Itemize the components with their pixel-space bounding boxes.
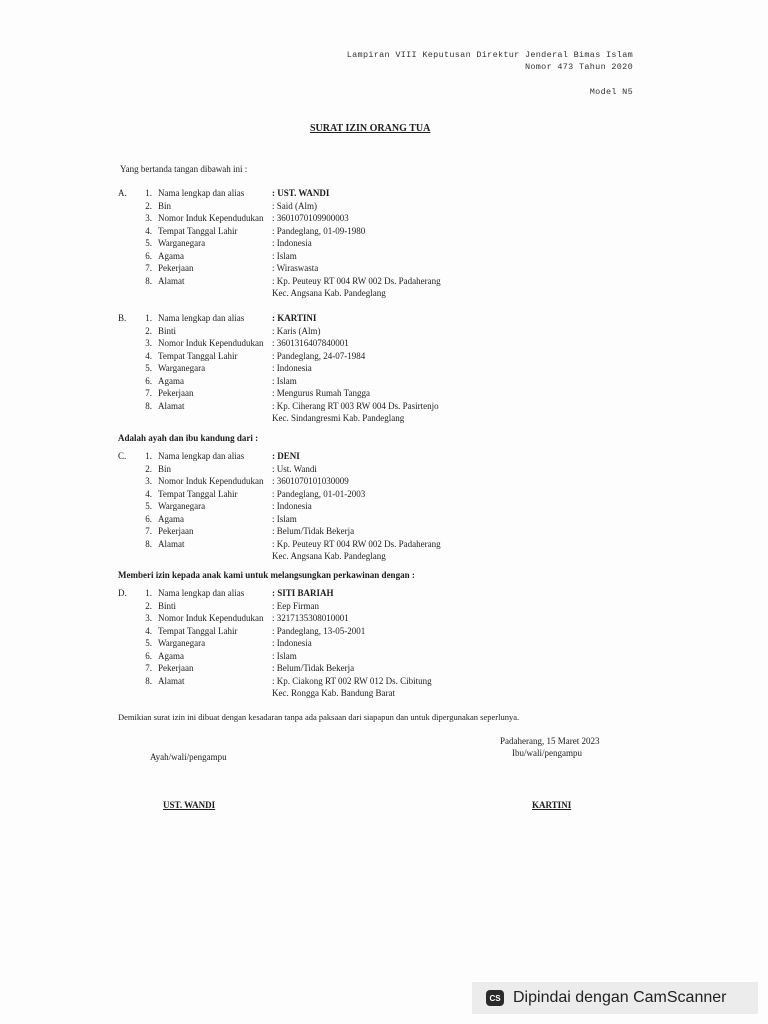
row-number: 1.: [145, 188, 152, 198]
row-number: 7.: [145, 388, 152, 398]
row-label: Pekerjaan: [158, 663, 194, 673]
section-c-row: [0, 500, 768, 513]
section-d-row: [0, 687, 768, 700]
row-number: 2.: [145, 200, 152, 211]
row-label: Warganegara: [158, 238, 206, 248]
row-value: : Ust. Wandi: [272, 463, 317, 474]
row-label: Alamat: [158, 275, 185, 286]
row-label: Tempat Tanggal Lahir: [158, 225, 238, 236]
section-a-row: [0, 275, 768, 288]
row-value: Kec. Rongga Kab. Bandung Barat: [272, 688, 395, 698]
row-label: Tempat Tanggal Lahir: [158, 350, 238, 361]
row-value: : 3601316407840001: [272, 338, 349, 348]
heading-parents: Adalah ayah dan ibu kandung dari :: [118, 433, 259, 443]
row-value: : Indonesia: [272, 501, 312, 511]
row-value: : Islam: [272, 650, 297, 661]
row-value: Kec. Sindangresmi Kab. Pandeglang: [272, 413, 405, 423]
section-d-row: [0, 600, 768, 613]
row-number: 3.: [145, 613, 152, 623]
section-a-row: [0, 250, 768, 263]
section-letter: A.: [118, 188, 127, 198]
section-c-row: [0, 475, 768, 488]
row-value: : Indonesia: [272, 638, 312, 648]
section-a-row: [0, 187, 768, 200]
section-b-row: [0, 387, 768, 400]
section-d-row: [0, 662, 768, 675]
section-a-row: [0, 212, 768, 225]
row-label: Nama lengkap dan alias: [158, 313, 245, 323]
row-label: Tempat Tanggal Lahir: [158, 488, 238, 499]
model-label: Model N5: [589, 87, 633, 97]
section-a-row: [0, 287, 768, 300]
section-letter: D.: [118, 588, 127, 598]
row-label: Agama: [158, 250, 184, 261]
section-c-row: [0, 513, 768, 526]
heading-permission: Memberi izin kepada anak kami untuk melangsungkan perkawinan dengan :: [118, 570, 415, 580]
row-label: Alamat: [158, 675, 185, 686]
section-a-row: [0, 200, 768, 213]
row-label: Warganegara: [158, 638, 206, 648]
father-signature-name: UST. WANDI: [163, 800, 216, 810]
row-label: Agama: [158, 650, 184, 661]
row-number: 8.: [145, 538, 152, 549]
row-number: 1.: [145, 588, 152, 598]
header-line-1: Lampiran VIII Keputusan Direktur Jenderal Bimas Islam: [346, 50, 633, 60]
row-number: 4.: [145, 625, 152, 636]
row-label: Nama lengkap dan alias: [158, 188, 245, 198]
row-value: : Kp. Peuteuy RT 004 RW 002 Ds. Padaherang: [272, 538, 441, 549]
section-d-row: [0, 612, 768, 625]
section-a-row: [0, 237, 768, 250]
section-a-row: [0, 225, 768, 238]
row-value: : Indonesia: [272, 363, 312, 373]
section-c-row: [0, 463, 768, 476]
row-number: 3.: [145, 476, 152, 486]
row-value: : Wiraswasta: [272, 263, 319, 273]
row-label: Bin: [158, 463, 172, 474]
row-number: 5.: [145, 638, 152, 648]
row-number: 7.: [145, 663, 152, 673]
row-label: Agama: [158, 375, 184, 386]
row-number: 6.: [145, 375, 152, 386]
row-label: Pekerjaan: [158, 526, 194, 536]
row-value: : Pandeglang, 01-01-2003: [272, 488, 366, 499]
row-value: : DENI: [272, 451, 300, 461]
closing-statement: Demikian surat izin ini dibuat dengan kesadaran tanpa ada paksaan dari siapapun dan untuk dipergunakan seperlunya.: [118, 712, 520, 722]
section-b-row: [0, 350, 768, 363]
row-number: 6.: [145, 513, 152, 524]
row-value: : Pandeglang, 01-09-1980: [272, 225, 366, 236]
row-number: 7.: [145, 263, 152, 273]
row-number: 1.: [145, 313, 152, 323]
row-label: Nomor Induk Kependudukan: [158, 338, 264, 348]
row-label: Warganegara: [158, 363, 206, 373]
row-number: 8.: [145, 675, 152, 686]
row-label: Pekerjaan: [158, 388, 194, 398]
row-number: 8.: [145, 275, 152, 286]
row-value: : KARTINI: [272, 313, 317, 323]
row-value: : Islam: [272, 250, 297, 261]
camscanner-label: Dipindai dengan CamScanner: [513, 989, 727, 1006]
row-label: Tempat Tanggal Lahir: [158, 625, 238, 636]
row-value: : Pandeglang, 13-05-2001: [272, 625, 366, 636]
mother-signature-name: KARTINI: [532, 800, 572, 810]
section-c-row: [0, 538, 768, 551]
cs-logo-icon: CS: [486, 990, 504, 1006]
row-number: 6.: [145, 650, 152, 661]
row-label: Nama lengkap dan alias: [158, 588, 245, 598]
row-number: 1.: [145, 451, 152, 461]
row-number: 5.: [145, 238, 152, 248]
section-c-row: [0, 450, 768, 463]
row-value: : Islam: [272, 513, 297, 524]
header-line-2: Nomor 473 Tahun 2020: [524, 62, 633, 72]
section-c-row: [0, 525, 768, 538]
row-number: 4.: [145, 350, 152, 361]
section-a-row: [0, 262, 768, 275]
row-value: : Said (Alm): [272, 200, 317, 211]
section-c-row: [0, 550, 768, 563]
row-label: Nomor Induk Kependudukan: [158, 476, 264, 486]
section-b-row: [0, 312, 768, 325]
row-value: Kec. Angsana Kab. Pandeglang: [272, 288, 386, 298]
section-d-row: [0, 637, 768, 650]
section-b-row: [0, 362, 768, 375]
row-value: : 3601070101030009: [272, 476, 349, 486]
row-value: : Eep Firman: [272, 600, 319, 611]
row-label: Nomor Induk Kependudukan: [158, 213, 264, 223]
section-b-row: [0, 337, 768, 350]
row-label: Alamat: [158, 538, 185, 549]
row-label: Nomor Induk Kependudukan: [158, 613, 264, 623]
mother-role: Ibu/wali/pengampu: [512, 748, 582, 758]
row-label: Alamat: [158, 400, 185, 411]
row-label: Nama lengkap dan alias: [158, 451, 245, 461]
row-value: : Belum/Tidak Bekerja: [272, 526, 355, 536]
section-c-row: [0, 488, 768, 501]
section-d-row: [0, 587, 768, 600]
row-value: : Belum/Tidak Bekerja: [272, 663, 355, 673]
row-label: Binti: [158, 600, 177, 611]
father-role: Ayah/wali/pengampu: [150, 752, 227, 762]
row-value: : 3217135308010001: [272, 613, 349, 623]
intro-text: Yang bertanda tangan dibawah ini :: [120, 164, 248, 174]
row-value: : Kp. Ciakong RT 002 RW 012 Ds. Cibitung: [272, 675, 432, 686]
row-number: 3.: [145, 213, 152, 223]
section-d-row: [0, 650, 768, 663]
section-d-row: [0, 675, 768, 688]
row-value: : Kp. Peuteuy RT 004 RW 002 Ds. Padaherang: [272, 275, 441, 286]
row-value: : Pandeglang, 24-07-1984: [272, 350, 366, 361]
camscanner-badge: [472, 982, 758, 1014]
row-value: : Kp. Ciherang RT 003 RW 004 Ds. Pasirtenjo: [272, 400, 439, 411]
row-number: 4.: [145, 488, 152, 499]
row-label: Pekerjaan: [158, 263, 194, 273]
row-value: : Mengurus Rumah Tangga: [272, 388, 370, 398]
row-value: : Indonesia: [272, 238, 312, 248]
row-number: 8.: [145, 400, 152, 411]
row-label: Agama: [158, 513, 184, 524]
section-b-row: [0, 400, 768, 413]
row-label: Binti: [158, 325, 177, 336]
row-value: : SITI BARIAH: [272, 588, 334, 598]
row-number: 2.: [145, 600, 152, 611]
section-letter: B.: [118, 313, 127, 323]
row-value: : Karis (Alm): [272, 325, 321, 336]
section-letter: C.: [118, 451, 127, 461]
row-number: 5.: [145, 363, 152, 373]
section-d-row: [0, 625, 768, 638]
section-b-row: [0, 375, 768, 388]
row-number: 2.: [145, 463, 152, 474]
document-title: SURAT IZIN ORANG TUA: [310, 123, 431, 134]
row-number: 7.: [145, 526, 152, 536]
row-number: 5.: [145, 501, 152, 511]
row-label: Bin: [158, 200, 172, 211]
place-date: Padaherang, 15 Maret 2023: [500, 736, 600, 746]
row-value: : UST. WANDI: [272, 188, 330, 198]
row-number: 6.: [145, 250, 152, 261]
row-number: 4.: [145, 225, 152, 236]
row-value: Kec. Angsana Kab. Pandeglang: [272, 551, 386, 561]
section-b-row: [0, 412, 768, 425]
row-number: 2.: [145, 325, 152, 336]
row-value: : Islam: [272, 375, 297, 386]
row-number: 3.: [145, 338, 152, 348]
section-b-row: [0, 325, 768, 338]
row-label: Warganegara: [158, 501, 206, 511]
row-value: : 3601070109900003: [272, 213, 349, 223]
